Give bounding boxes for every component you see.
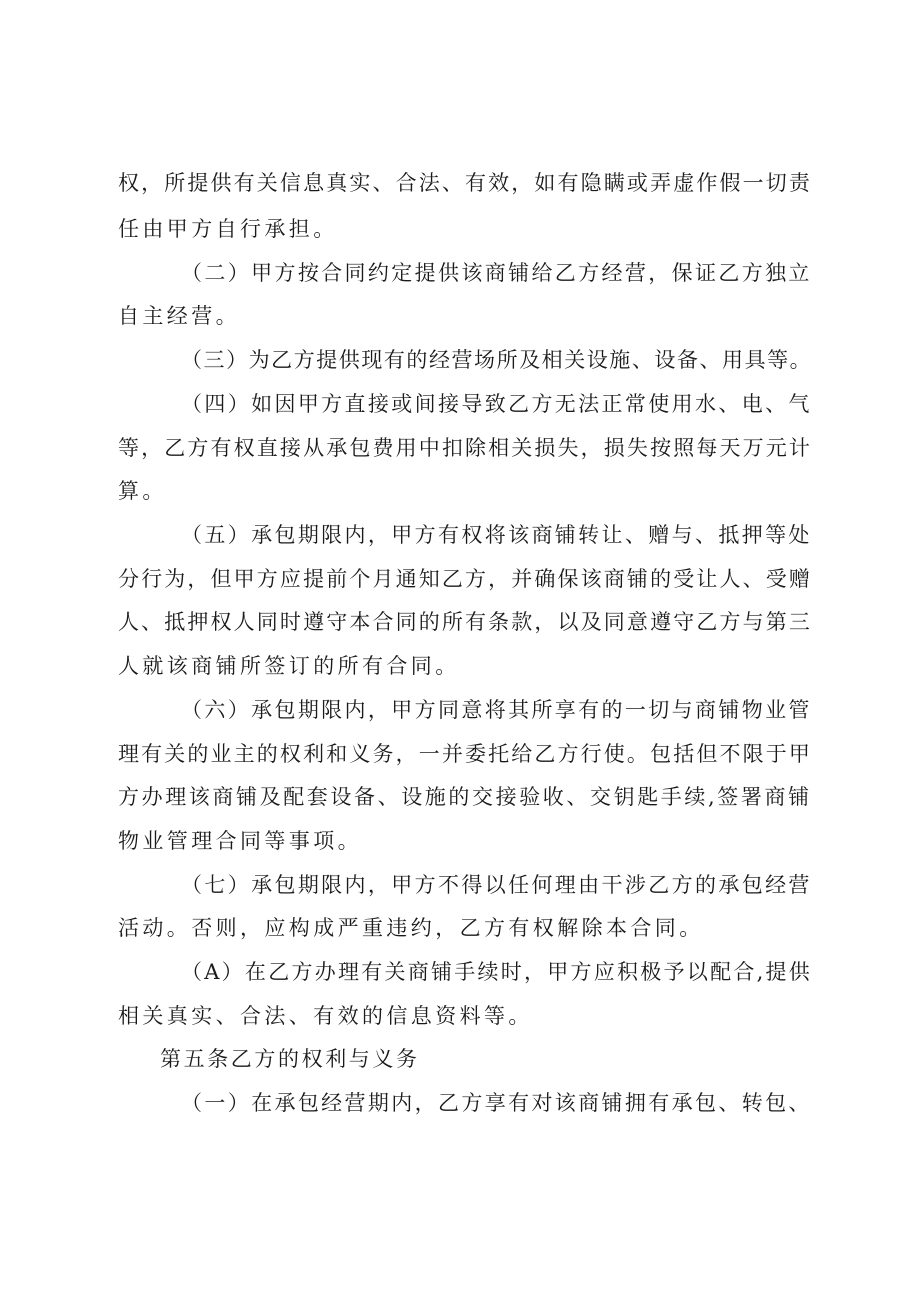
text-line: （五）承包期限内，甲方有权将该商铺转让、赠与、抵押等处 bbox=[181, 523, 812, 547]
section-heading: 第五条乙方的权利与义务 bbox=[160, 1047, 420, 1071]
text-line: 算。 bbox=[118, 479, 167, 503]
text-line: 自主经营。 bbox=[118, 304, 240, 328]
text-line: 活动。否则，应构成严重违约，乙方有权解除本合同。 bbox=[118, 916, 704, 940]
text-line: （二）甲方按合同约定提供该商铺给乙方经营，保证乙方独立 bbox=[181, 261, 812, 285]
text-line: 权，所提供有关信息真实、合法、有效，如有隐瞒或弄虚作假一切责 bbox=[118, 171, 812, 195]
text-line: 理有关的业主的权利和义务，一并委托给乙方行使。包括但不限于甲 bbox=[118, 742, 812, 766]
text-line: （三）为乙方提供现有的经营场所及相关设施、设备、用具等。 bbox=[181, 348, 813, 372]
text-line: （四）如因甲方直接或间接导致乙方无法正常使用水、电、气 bbox=[181, 392, 812, 416]
text-line: 物业管理合同等事项。 bbox=[118, 829, 362, 853]
text-line: （一）在承包经营期内，乙方享有对该商铺拥有承包、转包、 bbox=[181, 1091, 812, 1115]
text-line: （A）在乙方办理有关商铺手续时，甲方应积极予以配合,提供 bbox=[181, 960, 813, 984]
text-line: 人、抵押权人同时遵守本合同的所有条款，以及同意遵守乙方与第三 bbox=[118, 610, 812, 634]
text-line: （七）承包期限内，甲方不得以任何理由干涉乙方的承包经营 bbox=[181, 873, 812, 897]
text-line: （六）承包期限内，甲方同意将其所享有的一切与商铺物业管 bbox=[181, 698, 812, 722]
text-line: 人就该商铺所签订的所有合同。 bbox=[118, 654, 460, 678]
text-line: 任由甲方自行承担。 bbox=[118, 217, 338, 241]
text-line: 分行为，但甲方应提前个月通知乙方，并确保该商铺的受让人、受赠 bbox=[118, 567, 812, 591]
text-line: 相关真实、合法、有效的信息资料等。 bbox=[118, 1004, 533, 1028]
text-line: 等，乙方有权直接从承包费用中扣除相关损失，损失按照每天万元计 bbox=[118, 436, 812, 460]
text-line: 方办理该商铺及配套设备、设施的交接验收、交钥匙手续,签署商铺 bbox=[118, 785, 812, 809]
